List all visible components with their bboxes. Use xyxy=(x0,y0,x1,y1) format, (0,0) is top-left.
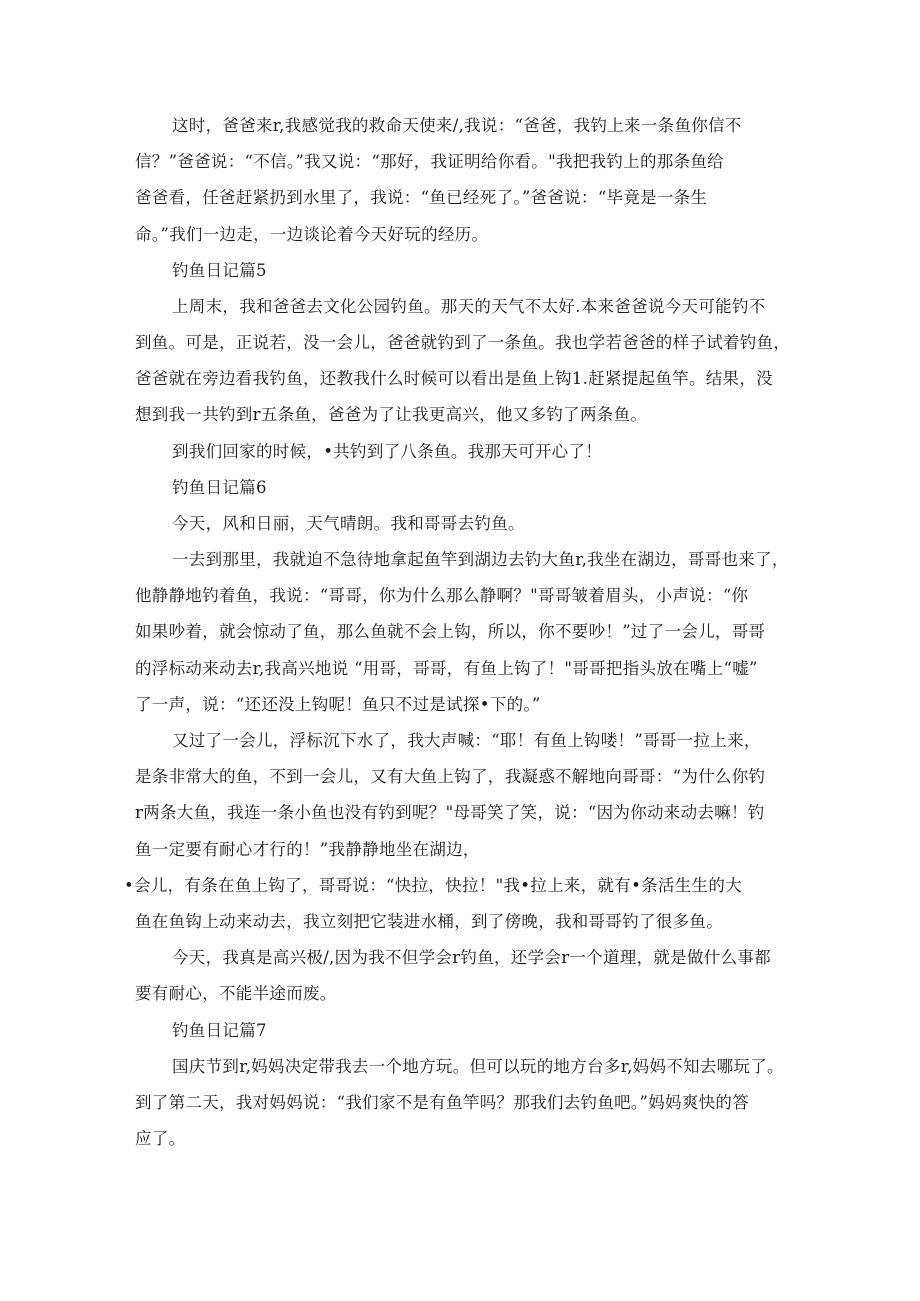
section-heading: 钓鱼日记篇5 xyxy=(172,261,267,280)
section-heading: 钓鱼日记篇7 xyxy=(172,1021,267,1040)
text-line: r两条大鱼，我连一条小鱼也没有钓到呢？"母哥笑了笑，说：“因为你动来动去嘛！钓 xyxy=(135,803,765,822)
text-line: 今天，我真是高兴极/,因为我不但学会r钓鱼，还学会r一个道理，就是做什么事都 xyxy=(172,948,771,967)
text-line: 他静静地钓着鱼，我说：“哥哥，你为什么那么静啊？"哥哥皱着眉头，小声说：“你 xyxy=(135,586,749,605)
text-line: 信？”爸爸说：“不信。”我又说：“那好，我证明给你看。"我把我钓上的那条鱼给 xyxy=(135,152,724,171)
text-line: 了一声，说：“还还没上钩呢！鱼只不过是试探•下的。” xyxy=(135,695,541,714)
text-line: 一去到那里，我就迫不急待地拿起鱼竿到湖边去钓大鱼r,我坐在湖边，哥哥也来了， xyxy=(172,550,789,569)
text-line: 是条非常大的鱼，不到一会儿，又有大鱼上钩了，我凝惑不解地向哥哥：“为什么你钓 xyxy=(135,767,766,786)
text-line: 爸爸看，任爸赶紧扔到水里了，我说：“鱼已经死了。”爸爸说：“毕竟是一条生 xyxy=(135,188,708,207)
text-line: 鱼在鱼钩上动来动去，我立刻把它装进水桶，到了傍晚，我和哥哥钓了很多鱼。 xyxy=(135,912,723,931)
text-line: 这时，爸爸来r,我感觉我的救命天使来/,我说：“爸爸，我钓上来一条鱼你信不 xyxy=(172,116,742,135)
text-line: •会儿，有条在鱼上钩了，哥哥说：“快拉，快拉！"我•拉上来，就有•条活生生的大 xyxy=(124,876,742,895)
text-line: 命。”我们一边走，一边谈论着今天好玩的经历。 xyxy=(135,225,489,244)
text-line: 到鱼。可是，正说若，没一会儿，爸爸就钓到了一条鱼。我也学若爸爸的样子试着钓鱼， xyxy=(135,333,791,352)
text-line: 鱼一定要有耐心才行的！”我静静地坐在湖边， xyxy=(135,840,480,859)
text-line: 要有耐心，不能半途而废。 xyxy=(135,984,337,1003)
text-line: 到我们回家的时候，•共钓到了八条鱼。我那天可开心了！ xyxy=(172,442,603,461)
text-line: 又过了一会儿，浮标沉下水了，我大声喊：“耶！有鱼上钩喽！”哥哥一拉上来， xyxy=(172,731,761,750)
text-line: 想到我一共钓到r五条鱼，爸爸为了让我更高兴，他又多钓了两条鱼。 xyxy=(135,405,648,424)
text-line: 如果吵着，就会惊动了鱼，那么鱼就不会上钩，所以，你不要吵！”过了一会儿，哥哥 xyxy=(135,622,766,641)
text-line: 国庆节到r,妈妈决定带我去一个地方玩。但可以玩的地方台多r,妈妈不知去哪玩了。 xyxy=(172,1057,784,1076)
text-line: 到了第二天，我对妈妈说：“我们家不是有鱼竿吗？那我们去钓鱼吧。”妈妈爽快的答 xyxy=(135,1093,750,1112)
text-line: 爸爸就在旁边看我钓鱼，还教我什么时候可以看出是鱼上钩1.赶紧提起鱼竿。结果，没 xyxy=(135,369,773,388)
text-line: 上周末，我和爸爸去文化公园钓鱼。那天的天气不太好.本来爸爸说今天可能钓不 xyxy=(172,297,766,316)
text-line: 的浮标动来动去r,我高兴地说 “用哥，哥哥，有鱼上钩了！"哥哥把指头放在嘴上“嘘” xyxy=(135,659,758,678)
section-heading: 钓鱼日记篇6 xyxy=(172,478,267,497)
text-line: 今天，风和日丽，天气晴朗。我和哥哥去钓鱼。 xyxy=(172,514,525,533)
text-line: 应了。 xyxy=(135,1129,186,1148)
